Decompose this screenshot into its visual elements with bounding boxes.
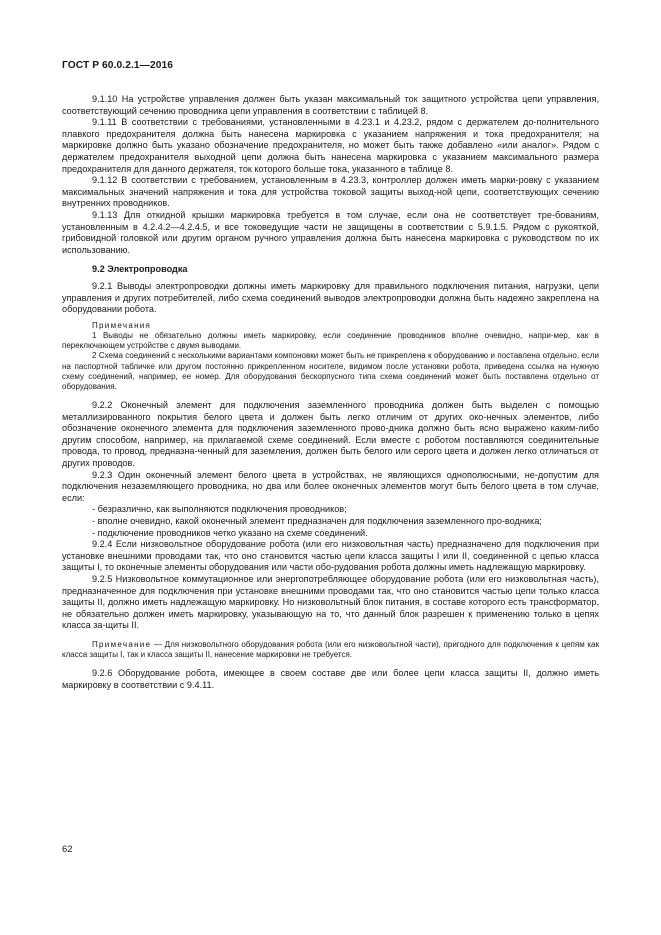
paragraph-9-2-5: 9.2.5 Низковольтное коммутационное или энергопотребляющее оборудование робота (или его низковольтная часть), предназначенное для подключения при установке внешними проводами так, что оно становится частью цепи только класса защиты II, должно иметь надлежащую маркировку. Но низковольтный блок питания, в составе которого есть трансформатор, не обязательно должен иметь маркировку, указывающую на то, что данный блок разрешен к применению только в цепях класса за-щиты II. (62, 574, 599, 631)
dash-item-1: - безразлично, как выполняются подключения проводников; (92, 504, 347, 515)
note-item-2: 2 Схема соединений с несколькими вариантами компоновки может быть не прикреплена к оборудованию и поставлена отдельно, если на паспортной табличке или другом постоянно прикрепленном носителе, видимом после установки робота, приведена ссылка на нужную схему соединений, например, ее номер. Для оборудования бескорпусного типа схема соединений может быть поставлена отдельно от оборудования. (62, 351, 599, 391)
paragraph-9-1-11: 9.1.11 В соответствии с требованиями, установленными в 4.23.1 и 4.23.2, рядом с держателем до-полнительного плавкого предохранителя должна быть нанесена маркировка с указанием напряжения и тока предохранителя; на маркировке должно быть указано обозначение предохранителя, но может быть также добавлено «или аналог». Рядом с держателем предохранителя выходной цепи должна быть нанесена маркировка с указанием максимального размера предохранителя для данного держателя, ток которого больше тока, указанного в таблице 8. (62, 117, 599, 174)
note-label: Примечание (92, 639, 152, 649)
section-title: 9.2 Электропроводка (92, 264, 188, 275)
paragraph-9-1-13: 9.1.13 Для откидной крышки маркировка требуется в том случае, если она не соответствует тре-бованиям, установленным в 4.2.4.2—4.2.4.5, и все токоведущие части не защищены в соответствии с 5.9.1.5. Рядом с рукояткой, грибовидной головкой или другим органом ручного управления должна быть нанесена маркировка с руководством по их использованию. (62, 209, 599, 255)
paragraph-9-2-4: 9.2.4 Если низковольтное оборудование робота (или его низковольтная часть) предназначено для подключения при установке внешними проводами так, что оно становится частью цепи класса защиты I или II, соединенной с цепью класса защиты I, то оконечные элементы оборудования или части обо-рудования робота должны иметь надлежащую маркировку. (62, 539, 599, 573)
note-inline (62, 640, 599, 660)
note-text: — Для низковольтного оборудования робота (или его низковольтной части), пригодного для подключения к цепям как класса защиты I, так и класса защиты II, нанесение маркировки не требуется. (62, 639, 599, 660)
paragraph-9-2-2: 9.2.2 Оконечный элемент для подключения заземленного проводника должен быть выделен с помощью металлизированного покрытия белого цвета и должен быть легко отличим от других око-нечных элементов, либо обозначение оконечного элемента для подключения заземленного прово-дника должно быть ясно выражено каким-либо другим способом, например, на прилагаемой схеме соединений. Если вместе с роботом поставляются соединительные провода, то провод, предназна-ченный для заземления, должен быть белого или серого цвета и должен легко отличаться от других проводов. (62, 400, 599, 469)
note-item-1: 1 Выводы не обязательно должны иметь маркировку, если соединение проводников вполне очевидно, напри-мер, как в переключающем устройстве с двумя выводами. (62, 330, 599, 351)
note-title: Примечания (92, 320, 152, 330)
document-header: ГОСТ Р 60.0.2.1—2016 (62, 60, 174, 71)
paragraph-9-2-3: 9.2.3 Один оконечный элемент белого цвета в устройствах, не являющихся однополюсными, не-допустим для подключения незаземляющего проводника, но два или более оконечных элементов могут быть белого цвета в том случае, если: (62, 469, 599, 503)
dash-item-2: - вполне очевидно, какой оконечный элемент предназначен для подключения заземленного про-водника; (92, 516, 542, 527)
paragraph-9-1-12: 9.1.12 В соответствии с требованием, установленным в 4.23.3, контроллер должен иметь марки-ровку с указанием максимальных значений напряжения и тока для устройства токовой защиты выход-ной цепи, соответствующих сечению внутренних проводников. (62, 175, 599, 209)
paragraph-9-2-1: 9.2.1 Выводы электропроводки должны иметь маркировку для правильного подключения питания, нагрузки, цепи управления и других потребителей, либо схема соединений выводов электропроводки должна быть надежно закреплена на оборудовании робота. (62, 280, 599, 315)
page-number: 62 (62, 844, 73, 855)
document-body (62, 94, 599, 692)
dash-item-3: - подключение проводников четко указано на схеме соединений. (92, 527, 368, 538)
paragraph-9-2-6: 9.2.6 Оборудование робота, имеющее в своем составе две или более цепи класса защиты II, должно иметь маркировку в соответствии с 9.4.11. (62, 668, 599, 690)
paragraph-9-1-10: 9.1.10 На устройстве управления должен быть указан максимальный ток защитного устройства цепи управления, соответствующий сечению проводника цепи управления в соответствии с таблицей 8. (62, 94, 599, 116)
